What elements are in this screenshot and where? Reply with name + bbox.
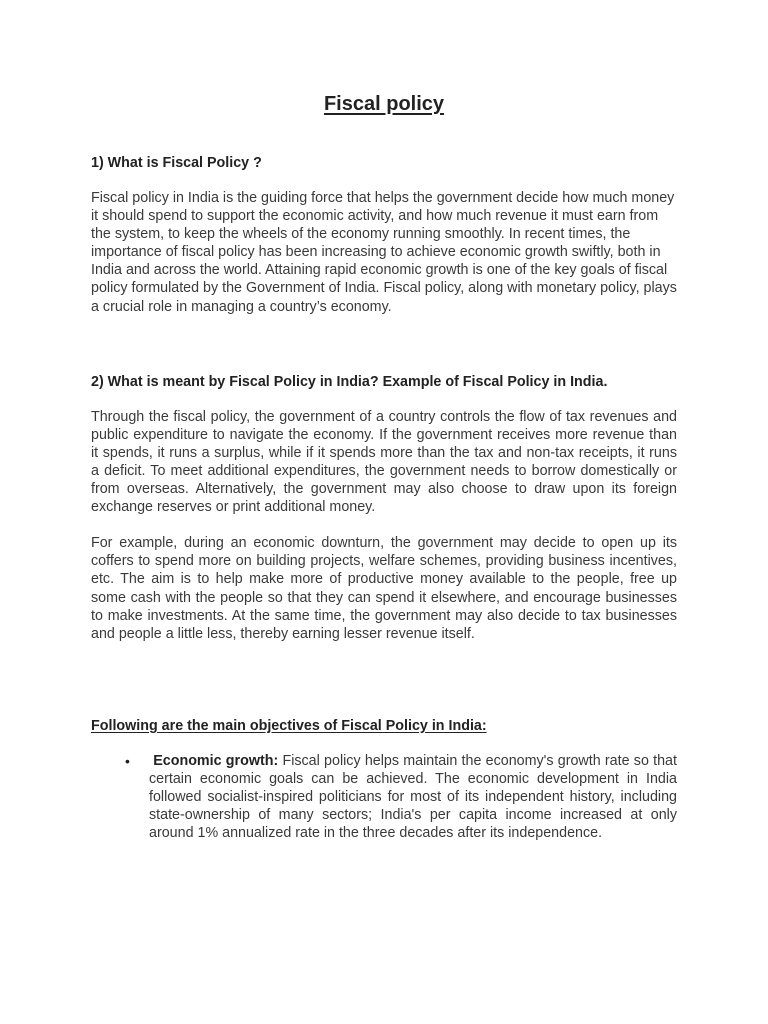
objective-text: Fiscal policy helps maintain the economy's growth rate so that certain economic goals can be achieved. The economic development in India followed socialist-inspired politicians for most of its independent history, including state-ownership of many sectors; India's per capita income increased at only around 1% annualized rate in the three decades after its independence. (149, 752, 677, 842)
section-2-paragraph-1: Through the fiscal policy, the government of a country controls the flow of tax revenues and public expenditure to navigate the economy. If the government receives more revenue than it spends, it runs a surplus, while if it spends more than the tax and non-tax receipts, it runs a deficit. To meet additional expenditures, the government needs to borrow domestically or from overseas. Alternatively, the government may also choose to draw upon its foreign exchange reserves or print additional money. (91, 408, 677, 516)
spacer (91, 391, 677, 408)
bullet-icon: • (125, 752, 130, 769)
objectives-heading: Following are the main objectives of Fiscal Policy in India: (91, 717, 487, 734)
section-1-heading: 1) What is Fiscal Policy ? (91, 155, 262, 171)
list-item (125, 752, 677, 842)
spacer (91, 172, 677, 189)
section-1-paragraph: Fiscal policy in India is the guiding force that helps the government decide how much money it should spend to support the economic activity, and how much revenue it must earn from the system, to keep the wheels of the economy running smoothly. In recent times, the importance of fiscal policy has been increasing to achieve economic growth swiftly, both in India and across the world. Attaining rapid economic growth is one of the key goals of fiscal policy formulated by the Government of India. Fiscal policy, along with monetary policy, plays a crucial role in managing a country’s economy. (91, 190, 677, 315)
spacer (91, 643, 677, 717)
section-2-heading: 2) What is meant by Fiscal Policy in India? Example of Fiscal Policy in India. (91, 373, 608, 390)
page-title: Fiscal policy (323, 93, 445, 115)
objective-term: Economic growth: (153, 752, 279, 769)
objectives-list (91, 752, 677, 842)
section-2-paragraph-2: For example, during an economic downturn, the government may decide to open up its coffers to spend more on building projects, welfare schemes, providing business incentives, etc. The aim is to help make more of productive money available to the people, free up some cash with the people so that they can spend it elsewhere, and encourage businesses to make investments. At the same time, the government may also decide to tax businesses and people a little less, thereby earning lesser revenue itself. (91, 535, 677, 642)
spacer (91, 516, 677, 534)
spacer (91, 735, 677, 752)
spacer (91, 316, 677, 373)
